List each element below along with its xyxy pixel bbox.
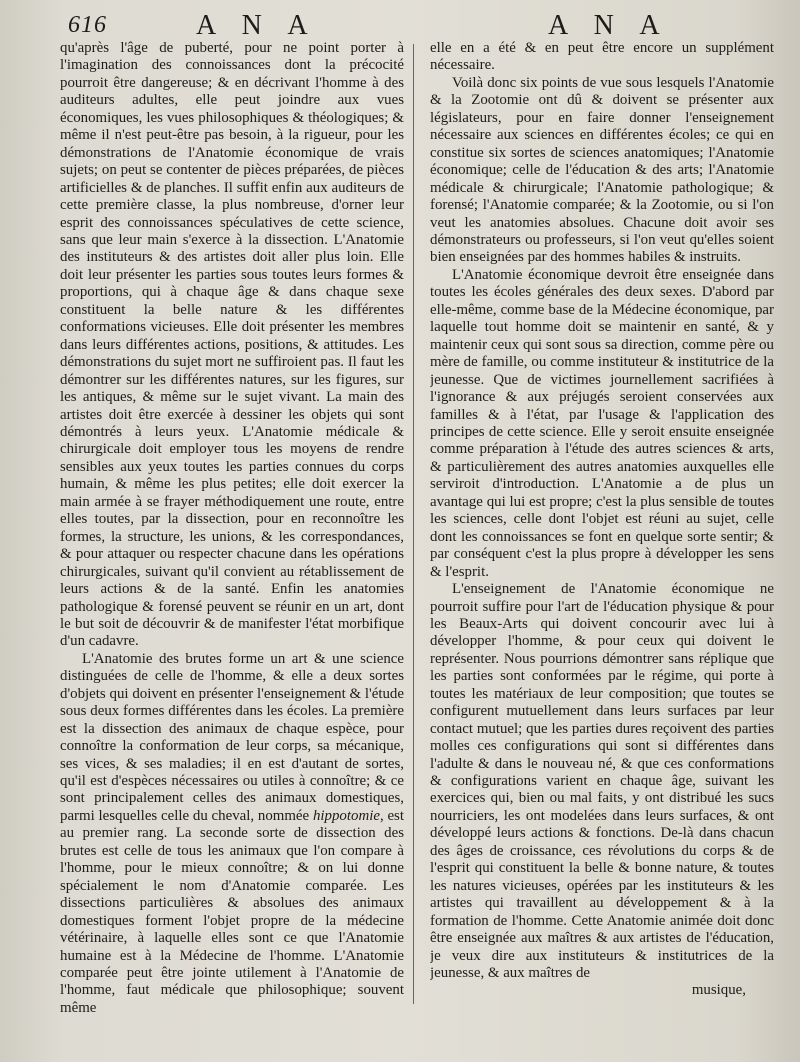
column-rule	[413, 44, 414, 1004]
right-paragraph-4: L'enseignement de l'Anatomie économique ne pourroit suffire pour l'art de l'éducation physique & pour les Beaux-Arts qui doivent concourir avec lui à développer l'homme, & pour ceux qui doivent le représenter. Nous pourrions démontrer sans réplique que les parties sont conformées par le régime, qui porte à toutes les matériaux de leur composition; que toutes se configurent mutuellement dans leurs surfaces par leur contact mutuel; que les parties dures reçoivent des parties molles ces configurations qui sont si différentes dans l'adulte & dans le nouveau né, & que ces conformations & configurations varient en chaque âge, suivant les exercices qui, bien ou mal faits, y ont distribué les sucs nourriciers, les ont modelées dans leurs surfaces, & ont développé leurs actions & fonctions. De-là dans chacun des âges de croissance, ces révolutions du corps & de l'esprit qui constituent la belle & bonne nature, & toutes les natures vicieuses, opérées par les instituteurs & les artistes qui travaillent au développement & à la formation de l'homme. Cette Anatomie animée doit donc être enseignée aux maîtres & aux artistes de l'éducation, je veux dire aux instituteurs & institutrices de la jeunesse, & aux maîtres de	[430, 581, 774, 982]
page-number: 616	[68, 12, 107, 38]
left-column	[60, 40, 404, 1050]
right-paragraph-1: elle en a été & en peut être encore un supplément nécessaire.	[430, 40, 774, 74]
running-head-right: A N A	[548, 10, 670, 41]
left-paragraph-1: qu'après l'âge de puberté, pour ne point porter à l'imagination des connoissances dont la précocité pourroit être dangereuse; & en décrivant l'homme à des auditeurs adultes, elle peut joindre aux vues économiques, les vues philosophiques & théologiques; & même il n'est peut-être pas besoin, à la rigueur, pour les démonstrations de l'Anatomie économique de vrais sujets; on peut se contenter de pièces préparées, de pièces artificielles & de planches. Il suffit enfin aux auditeurs de cette première classe, la plus nombreuse, d'orner leur esprit des connoissances spéculatives de cette science, sans que leur main s'exerce à la dissection. L'Anatomie des instituteurs & des artistes doit aller plus loin. Elle doit leur présenter les parties sous toutes leurs formes & proportions, qui à chaque âge & dans chaque sexe constituent la belle nature & les différentes conformations vicieuses. Elle doit présenter les membres dans leurs différentes actions, positions, & attitudes. Les démonstrations du sujet mort ne suffiroient pas. Il faut les démontrer sur les différentes natures, sur les figures, sur les antiques, & même sur le sujet vivant. La main des artistes doit être exercée à dessiner les objets qui sont démontrés à leurs yeux. L'Anatomie médicale & chirurgicale doit employer tous les moyens de rendre sensibles aux yeux toutes les parties connues du corps humain, & même les plus petites; elle doit exercer la main armée à se frayer méthodiquement une route, entre elles toutes, par la dissection, pour en reconnoître les formes, la structure, les unions, & les correspondances, & pour attaquer ou respecter chacune dans les opérations chirurgicales, suivant qu'il convient au rétablissement de leurs actions & de la santé. Enfin les anatomies pathologique & forensé peuvent se réunir en un art, dont le but soit de découvrir & de manifester l'état morbifique d'un cadavre.	[60, 40, 404, 650]
page-header	[0, 8, 800, 40]
running-head-left: A N A	[196, 10, 318, 41]
left-paragraph-2-end: , est au premier rang. La seconde sorte de dissection des brutes est celle de tous les animaux que l'on compare à l'homme, pour le mieux connoître; & on lui donne spécialement le nom d'Anatomie comparée. Les dissections particulières & absolues des animaux domestiques forment l'objet propre de la médecine vétérinaire, à laquelle elles sont ce que l'Anatomie humaine est à la Médecine de l'homme. L'Anatomie comparée peut être jointe utilement à l'Anatomie de l'homme, faut médicale que philosophique; souvent même	[60, 807, 404, 1016]
catchword: musique,	[691, 982, 746, 999]
right-column	[430, 40, 774, 1050]
right-paragraph-2: Voilà donc six points de vue sous lesquels l'Anatomie & la Zootomie ont dû & doivent se présenter aux législateurs, pour en faire donner l'enseignement nécessaire aux sciences en différentes écoles; ce qui en constitue six sortes de sciences anatomiques; l'Anatomie économique; celle de l'éducation & des arts; l'Anatomie médicale & chirurgicale; l'Anatomie pathologique; & forensé; l'Anatomie comparée; & la Zootomie, ou si l'on veut les anatomies absolues. Chacune doit avoir ses démonstrateurs ou professeurs, si l'on veut qu'elles soient bien enseignées par des hommes habiles & instruits.	[430, 74, 774, 266]
hippotomie-term: hippotomie	[312, 807, 380, 824]
left-paragraph-2-start: L'Anatomie des brutes forme un art & une science distinguées de celle de l'homme, & elle a deux sortes d'objets qui doivent en présenter l'enseignement & l'étude sous deux formes différentes dans les écoles. La première est la dissection des animaux de chaque espèce, pour connoître la conformation de leur corps, sa mécanique, ses vices, & ses maladies; il en est d'autant de sortes, qu'il est d'espèces nécessaires ou utiles à connoître; & ce sont principalement celles des animaux domestiques, parmi lesquelles celle du cheval, nommée	[60, 650, 404, 824]
left-paragraph-2	[60, 651, 404, 1018]
right-paragraph-3: L'Anatomie économique devroit être enseignée dans toutes les écoles générales des deux sexes. D'abord par elle-même, comme base de la Médecine économique, par laquelle tout homme doit se maintenir en santé, & y maintenir ceux qui sont sous sa direction, comme père ou mère de famille, ou comme instituteur & institutrice de la jeunesse. Que de victimes journellement sacrifiées à l'ignorance & aux préjugés seroient conservées aux familles & à l'état, par l'usage & l'application des principes de cette science. Elle y seroit ensuite enseignée comme préparation à l'étude des autres sciences & arts, & particulièrement des autres anatomies auxquelles elle serviroit d'introduction. L'Anatomie a de plus un avantage qui lui est propre; c'est la plus sensible de toutes les sciences, celle dont l'objet est réuni au sujet, celle dont les connoissances se font en quelque sorte sentir; & par conséquent c'est la plus propre à développer les sens & l'esprit.	[430, 266, 774, 580]
